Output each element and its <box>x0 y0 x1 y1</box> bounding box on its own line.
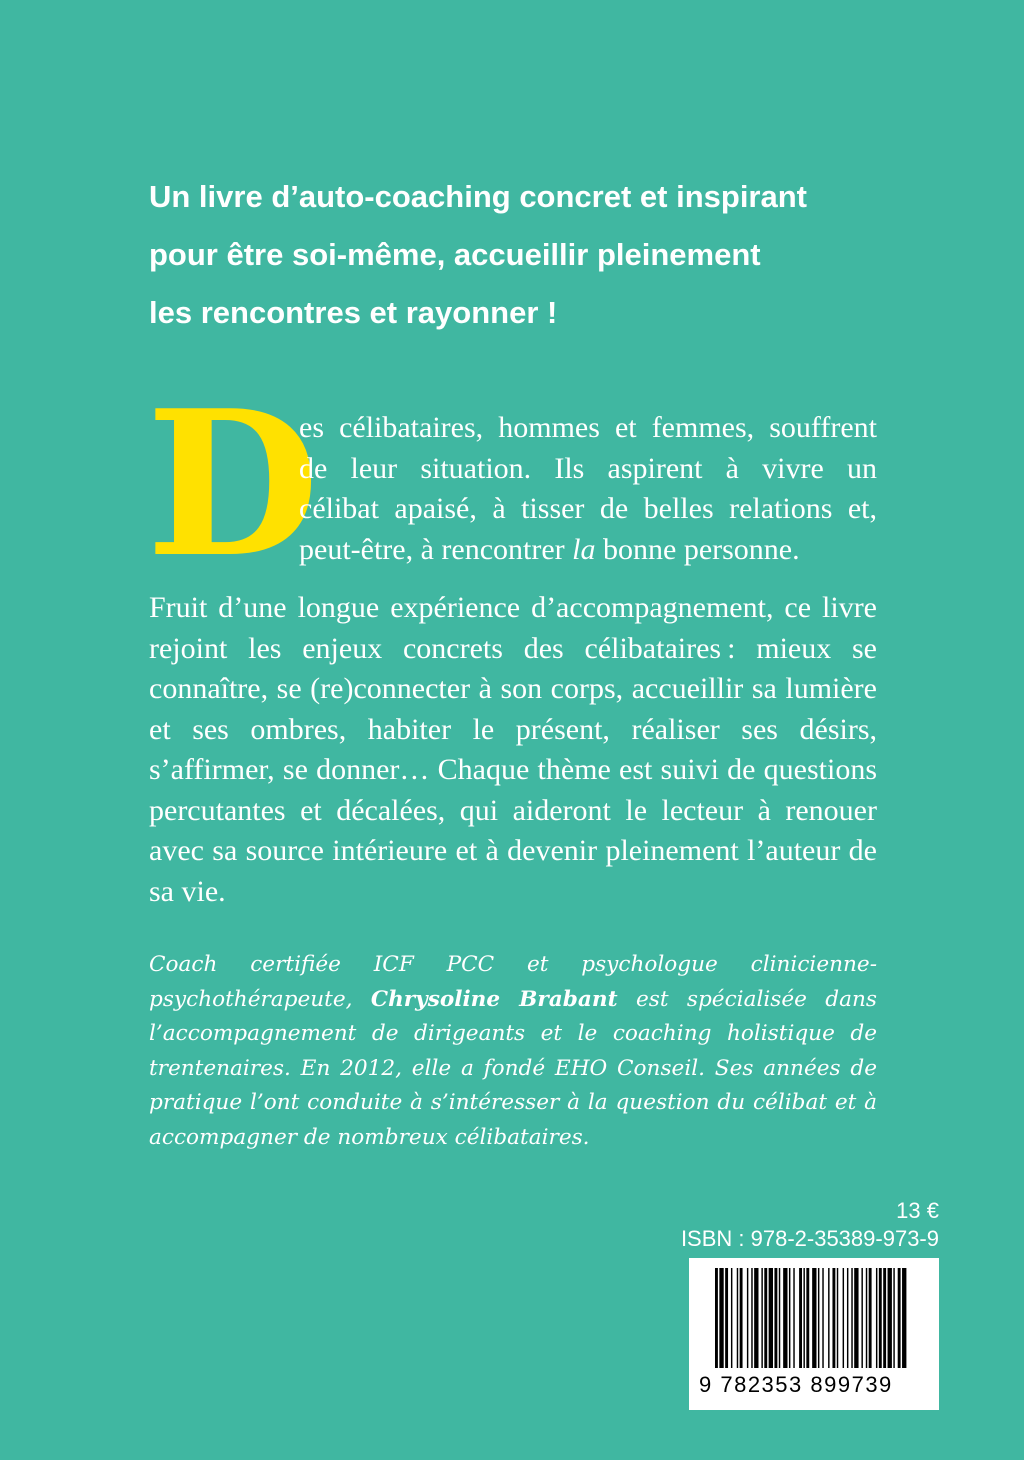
intro-line-4 <box>299 530 877 571</box>
author-bio-start: Coach certifiée ICF PCC et psychologue clinicienne-psychothérapeute, <box>149 952 877 1012</box>
author-bio-end: est spécialisée dans l’accompagnement de dirigeants et le coaching holistique de trentenaires. En 2012, elle a fondé EHO Conseil. Ses années de pratique l’ont conduite à s’intéresser à la question du célibat et à accompagner de nombreux célibataires. <box>149 986 877 1150</box>
author-bio <box>149 948 877 1155</box>
barcode-digits: 9 782353 899739 <box>699 1372 893 1397</box>
barcode <box>689 1258 939 1410</box>
intro-paragraph <box>299 408 877 570</box>
isbn: ISBN : 978-2-35389-973-9 <box>680 1226 939 1251</box>
tagline: Un livre d’auto-coaching concret et inspirant pour être soi-même, accueillir pleinement les rencontres et rayonner ! <box>149 179 807 330</box>
intro-line-4-start: peut-être, à rencontrer <box>299 532 573 566</box>
intro-line-4-italic: la <box>572 532 596 566</box>
intro-line-2: de leur situation. Ils aspirent à vivre un <box>299 451 877 485</box>
description-paragraph: Fruit d’une longue expérience d’accompagnement, ce livre rejoint les enjeux concrets des célibataires : mieux se connaître, se (re)connecter à son corps, accueillir sa lumière et ses ombres, habiter le présent, réaliser ses désirs, s’affirmer, se donner… Chaque thème est suivi de questions percutantes et décalées, qui aideront le lecteur à renouer avec sa source intérieure et à devenir pleinement l’auteur de sa vie. <box>149 591 877 908</box>
intro-line-4-end: bonne personne. <box>595 532 800 566</box>
author-name: Chrysoline Brabant <box>370 986 618 1012</box>
intro-line-3: célibat apaisé, à tisser de belles relations et, <box>299 492 877 525</box>
intro-line-1: es célibataires, hommes et femmes, souffrent <box>299 411 877 444</box>
drop-cap: D <box>146 367 320 602</box>
price: 13 € <box>896 1198 939 1223</box>
